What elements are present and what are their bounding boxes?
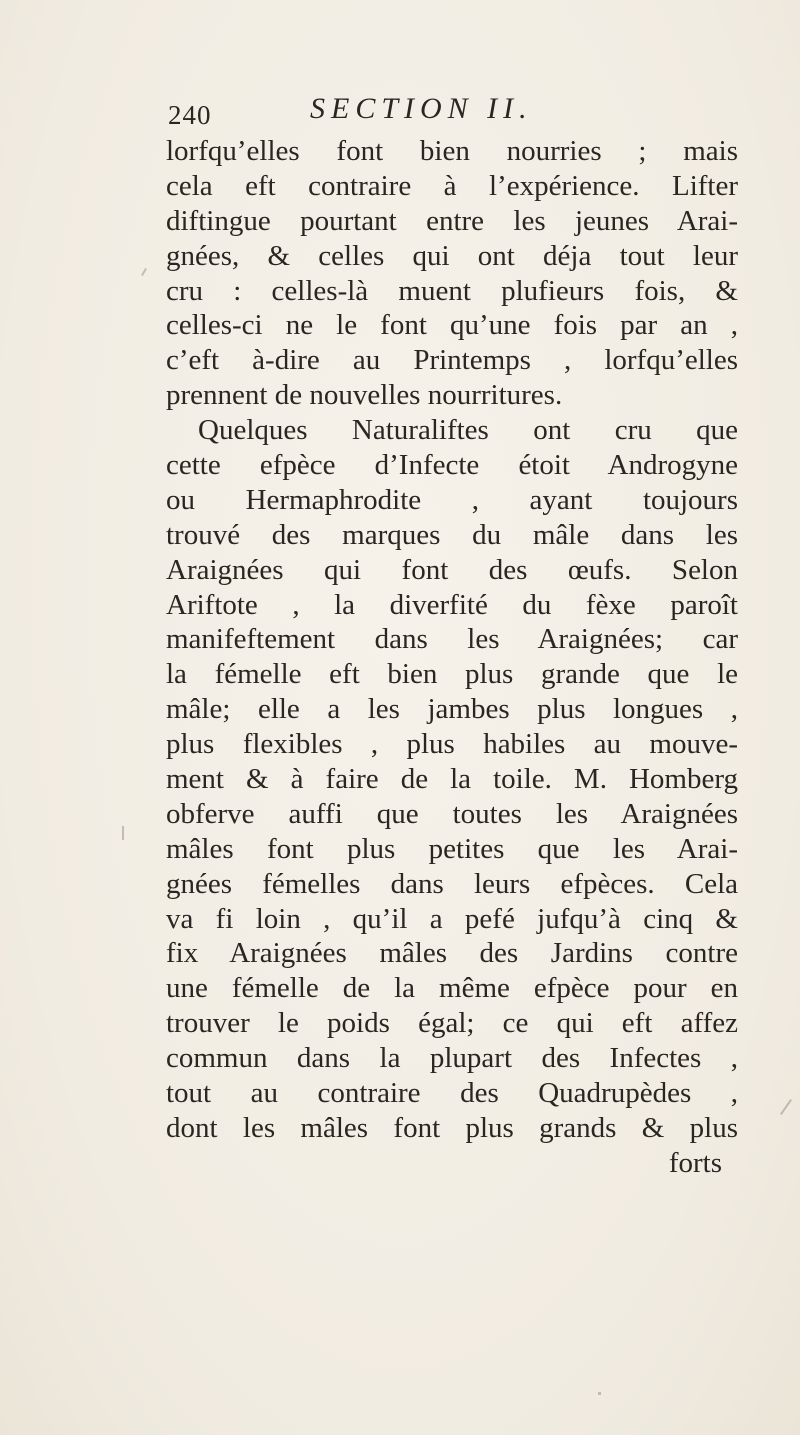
text-line: mâle; elle a les jambes plus longues , xyxy=(166,693,738,726)
text-line: obferve auffi que toutes les Araignées xyxy=(166,797,738,830)
text-line: Araignées qui font des œufs. Selon xyxy=(166,553,738,586)
text-line: gnées, & celles qui ont déja tout leur xyxy=(166,239,738,272)
text-line: une fémelle de la même efpèce pour en xyxy=(166,972,738,1005)
text-line: diftingue pourtant entre les jeunes Arai- xyxy=(166,204,738,237)
text-line: Ariftote , la diverfité du fèxe paroît xyxy=(166,588,738,621)
text-line: va fi loin , qu’il a pefé jufqu’à cinq & xyxy=(166,902,738,935)
text-line: commun dans la plupart des Infectes , xyxy=(166,1042,738,1075)
text-line: mâles font plus petites que les Arai- xyxy=(166,832,738,865)
text-line: fix Araignées mâles des Jardins contre xyxy=(166,937,738,970)
section-title: SECTION II. xyxy=(310,92,533,125)
text-line: prennent de nouvelles nourritures. xyxy=(166,379,563,412)
ink-speck xyxy=(598,1392,601,1395)
text-line: c’eft à-dire au Printemps , lorfqu’elles xyxy=(166,344,738,377)
text-line: celles-ci ne le font qu’une fois par an , xyxy=(166,309,738,342)
page-number: 240 xyxy=(168,100,212,130)
text-line: lorfqu’elles font bien nourries ; mais xyxy=(166,135,738,167)
ink-speck xyxy=(780,1099,792,1115)
text-line: dont les mâles font plus grands & plus xyxy=(166,1111,738,1144)
text-line: la fémelle eft bien plus grande que le xyxy=(166,658,738,691)
text-line: manifeftement dans les Araignées; car xyxy=(166,623,738,656)
text-line: trouvé des marques du mâle dans les xyxy=(166,518,738,551)
catchword: forts xyxy=(668,1146,722,1179)
body-text xyxy=(166,134,738,1181)
running-head xyxy=(168,92,728,136)
text-line: ment & à faire de la toile. M. Homberg xyxy=(166,763,738,796)
text-line: tout au contraire des Quadrupèdes , xyxy=(166,1077,738,1110)
text-line: cru : celles-là muent plufieurs fois, & xyxy=(166,274,738,307)
ink-speck xyxy=(122,826,124,840)
text-line: trouver le poids égal; ce qui eft affez xyxy=(166,1007,738,1040)
text-line: plus flexibles , plus habiles au mouve- xyxy=(166,728,738,761)
text-line: gnées fémelles dans leurs efpèces. Cela xyxy=(166,867,738,900)
ink-speck xyxy=(141,268,147,276)
paragraph-start-line: Quelques Naturaliftes ont cru que xyxy=(198,414,738,447)
text-line: ou Hermaphrodite , ayant toujours xyxy=(166,483,738,516)
text-line: cette efpèce d’Infecte étoit Androgyne xyxy=(166,449,738,482)
text-line: cela eft contraire à l’expérience. Lifter xyxy=(166,169,738,202)
